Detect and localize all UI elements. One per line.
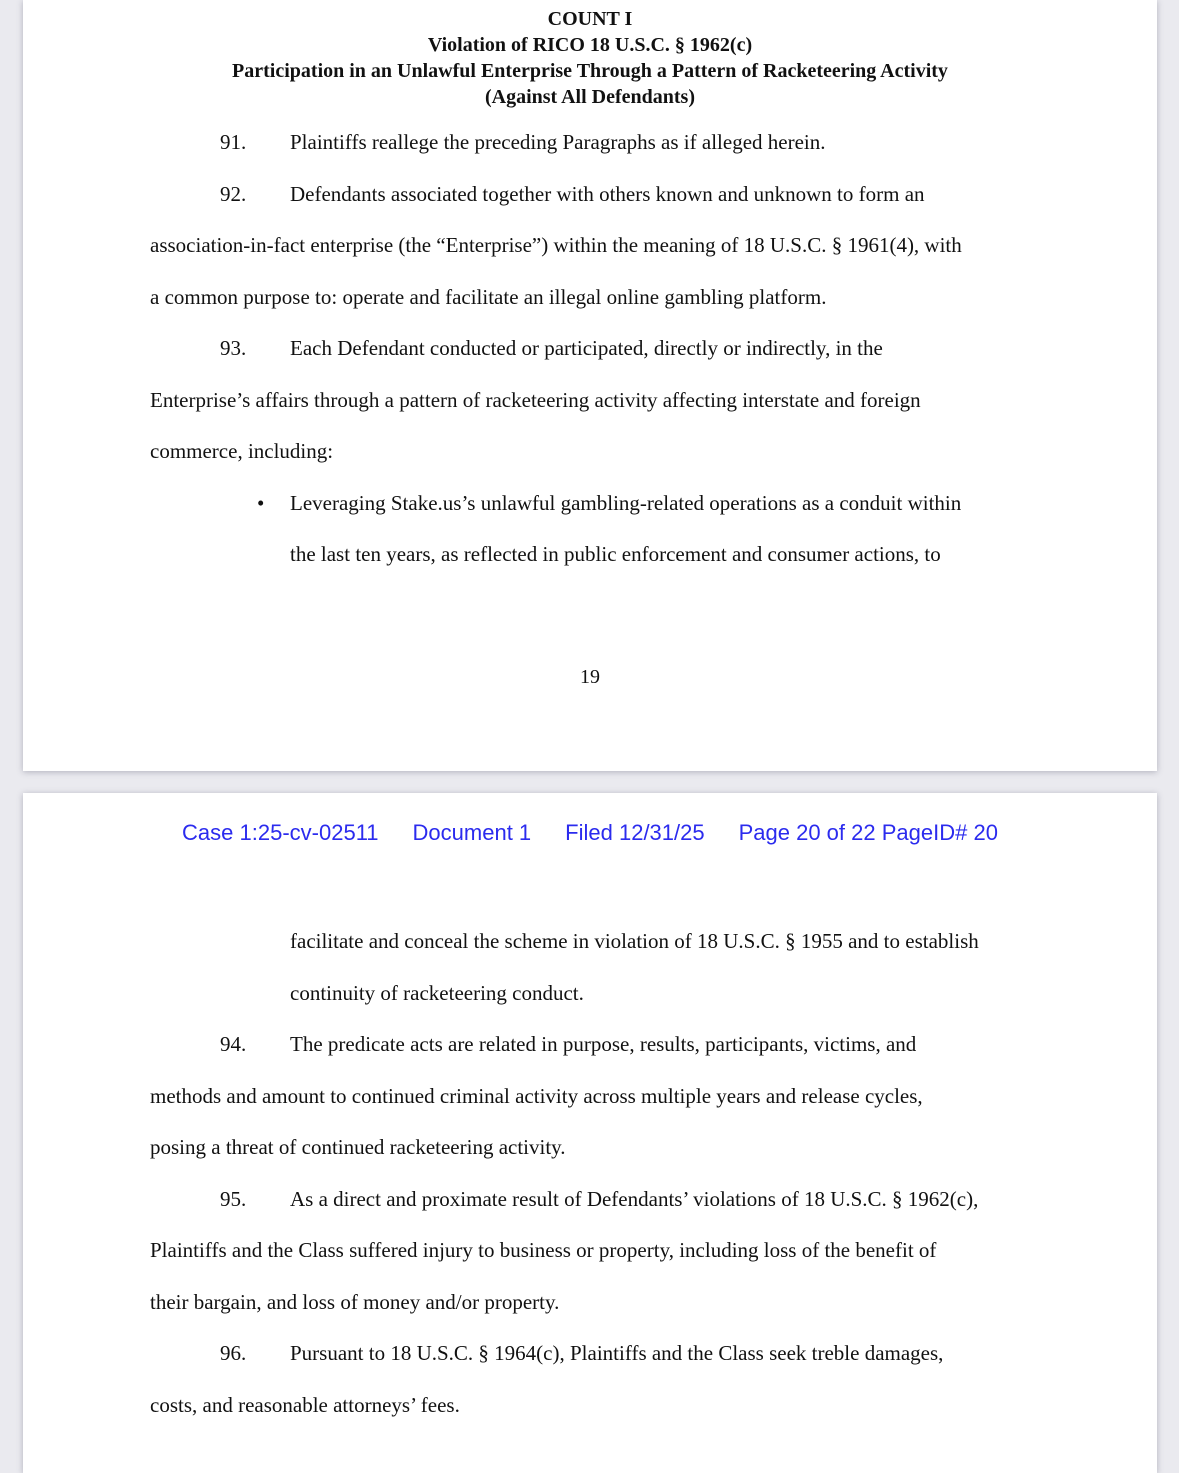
bullet-continuation [150, 916, 1157, 1019]
paragraph-96 [150, 1328, 1157, 1431]
paragraph-text: posing a threat of continued racketeering activity. [150, 1135, 566, 1159]
case-number: Case 1:25-cv-02511 [182, 820, 379, 845]
paragraph-text: Defendants associated together with others known and unknown to form an [290, 181, 925, 206]
bullet-text: continuity of racketeering conduct. [290, 980, 584, 1005]
filed-date: Filed 12/31/25 [565, 820, 705, 845]
bullet-text: facilitate and conceal the scheme in violation of 18 U.S.C. § 1955 and to establish [290, 929, 979, 953]
paragraph-number: 91. [220, 130, 247, 154]
page-19-body [23, 117, 1157, 581]
paragraph-text: The predicate acts are related in purpose, results, participants, victims, and [290, 1032, 917, 1056]
paragraph-text: a common purpose to: operate and facilitate an illegal online gambling platform. [150, 284, 827, 309]
paragraph-number: 94. [220, 1032, 247, 1056]
paragraph-text: methods and amount to continued criminal activity across multiple years and release cycles, [150, 1083, 923, 1108]
paragraph-94 [150, 1019, 1157, 1174]
bullet-item [150, 478, 1157, 581]
paragraph-text: Plaintiffs and the Class suffered injury to business or property, including loss of the benefit of [150, 1238, 937, 1262]
document-page-20 [23, 793, 1157, 1473]
bullet-icon: • [257, 490, 265, 515]
paragraph-number: 95. [220, 1186, 247, 1211]
paragraph-95 [150, 1174, 1157, 1329]
count-title: COUNT I [547, 8, 633, 30]
paragraph-text: Plaintiffs reallege the preceding Paragraphs as if alleged herein. [290, 130, 826, 154]
document-number: Document 1 [412, 820, 532, 845]
paragraph-text: costs, and reasonable attorneys’ fees. [150, 1392, 460, 1417]
bullet-text: the last ten years, as reflected in public enforcement and consumer actions, to [290, 542, 941, 566]
paragraph-text: association-in-fact enterprise (the “Enterprise”) within the meaning of 18 U.S.C. § 1961(4), with [150, 233, 962, 257]
bullet-text: Leveraging Stake.us’s unlawful gambling-related operations as a conduit within [290, 490, 962, 515]
count-heading-block [23, 0, 1157, 110]
count-description: Participation in an Unlawful Enterprise Through a Pattern of Racketeering Activity [232, 60, 948, 82]
page-20-body [23, 916, 1157, 1431]
paragraph-91 [150, 117, 1157, 169]
paragraph-text: commerce, including: [150, 439, 334, 463]
paragraph-93 [150, 323, 1157, 478]
paragraph-text: Pursuant to 18 U.S.C. § 1964(c), Plaintiffs and the Class seek treble damages, [290, 1341, 944, 1365]
paragraph-number: 96. [220, 1341, 247, 1365]
document-page-19 [23, 0, 1157, 771]
paragraph-number: 93. [220, 336, 247, 360]
count-statute: Violation of RICO 18 U.S.C. § 1962(c) [427, 34, 753, 56]
page-number-19: 19 [580, 666, 600, 688]
case-stamp-header [23, 820, 1157, 846]
paragraph-92 [150, 169, 1157, 324]
paragraph-number: 92. [220, 181, 247, 206]
count-against: (Against All Defendants) [484, 86, 695, 108]
page-id-info: Page 20 of 22 PageID# 20 [738, 820, 998, 845]
paragraph-text: Enterprise’s affairs through a pattern of racketeering activity affecting interstate and foreign [150, 387, 921, 412]
paragraph-text: their bargain, and loss of money and/or property. [150, 1289, 560, 1314]
paragraph-text: As a direct and proximate result of Defendants’ violations of 18 U.S.C. § 1962(c), [290, 1186, 979, 1211]
paragraph-text: Each Defendant conducted or participated, directly or indirectly, in the [290, 336, 883, 360]
